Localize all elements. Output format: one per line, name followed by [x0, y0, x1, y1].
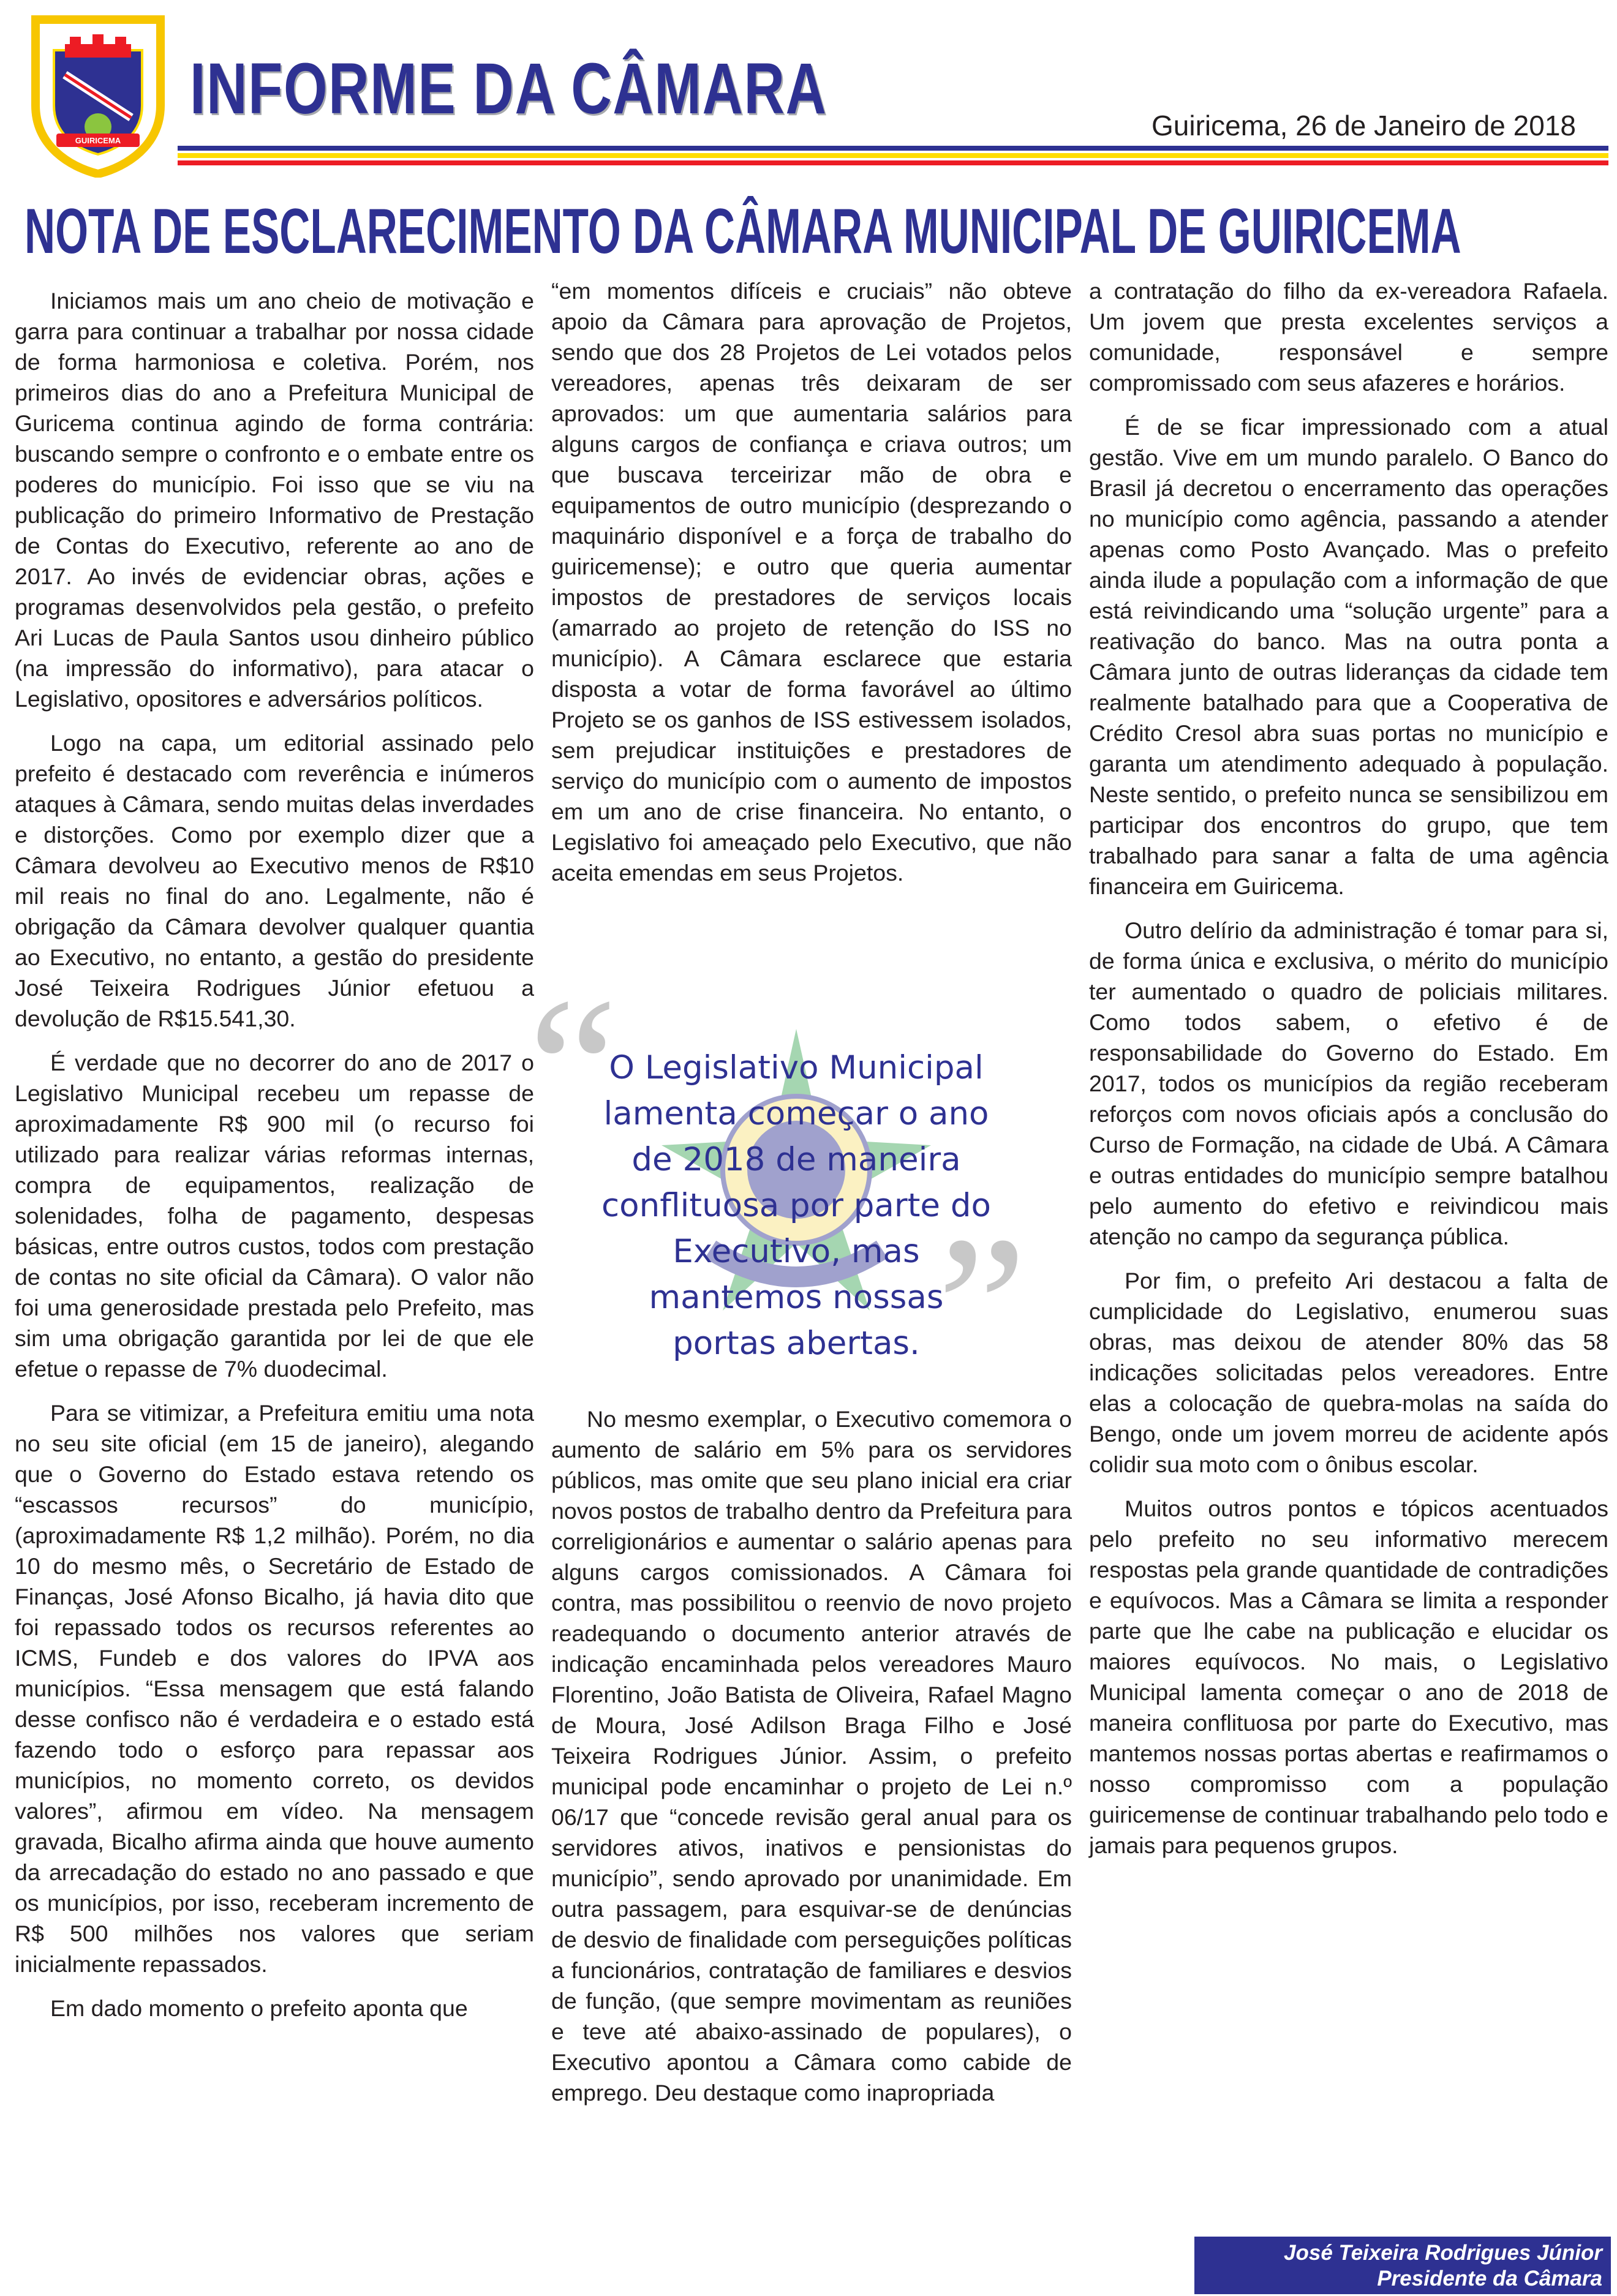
paragraph: Logo na capa, um editorial assinado pelo prefeito é destacado com reverência e inúmeros ataques à Câmara, sendo muitas delas inverdades e distorções. Como por exemplo dizer que a Câmara devolveu ao Executivo menos de R$10 mil reais no final do ano. Legalmente, não é obrigação da Câmara devolver qualquer quantia ao Executivo, no entanto, a gestão do presidente José Teixeira Rodrigues Júnior efetuou a devolução de R$15.541,30.: [15, 730, 534, 1031]
article-headline: NOTA DE ESCLARECIMENTO DA CÂMARA MUNICIPAL DE GUIRICEMA: [24, 196, 1461, 267]
paragraph: “em momentos difíceis e cruciais” não obteve apoio da Câmara para aprovação de Projetos, sendo que dos 28 Projetos de Lei votados pelos vereadores, apenas três deixaram de ser aprovados: um que aumentaria salários para alguns cargos de confiança e criava outros; um que buscava terceirizar mão de obra e equipamentos de outro município (desprezando o maquinário disponível e a força de trabalho do guiricemense); e outro que queria aumentar impostos de prestadores de serviços locais (amarrado ao projeto de retenção do ISS no município). A Câmara esclarece que estaria disposta a votar de forma favorável ao último Projeto se os ganhos de ISS estivessem isolados, sem prejudicar instituições e prestadores de serviço do município com o aumento de impostos em um ano de crise financeira. No entanto, o Legislativo foi ameaçado pelo Executivo, que não aceita emendas em seus Projetos.: [551, 278, 1072, 886]
paragraph: Em dado momento o prefeito aponta que: [50, 1995, 468, 2021]
author-name: José Teixeira Rodrigues Júnior: [1284, 2241, 1602, 2265]
article-column-3: [1089, 276, 1608, 1874]
paragraph: Por fim, o prefeito Ari destacou a falta de cumplicidade do Legislativo, enumerou suas obras, mas deixou de atender 80% das 58 indicações solicitadas pelos vereadores. Entre elas a colocação de quebra-molas na saída do Bengo, onde um jovem morreu de acidente após colidir sua moto com o ônibus escolar.: [1089, 1268, 1608, 1477]
issue-date: Guiricema, 26 de Janeiro de 2018: [1152, 110, 1576, 141]
paragraph: No mesmo exemplar, o Executivo comemora o aumento de salário em 5% para os servidores públicos, mas omite que seu plano inicial era criar novos postos de trabalho dentro da Prefeitura para correligionários e aumentar o salário apenas para alguns cargos comissionados. A Câmara foi contra, mas possibilitou o reenvio de novo projeto readequando o documento anterior através de indicação encaminhada pelos vereadores Mauro Florentino, João Batista de Oliveira, Rafael Magno de Moura, José Adilson Braga Filho e José Teixeira Rodrigues Júnior. Assim, o prefeito municipal pode encaminhar o projeto de Lei n.º 06/17 que “concede revisão geral anual para os servidores ativos, inativos e pensionistas do município”, sendo aprovado por unanimidade. Em outra passagem, para esquivar-se de denúncias de desvio de finalidade com perseguições políticas a funcionários, contratação de familiares e desvios de função, (que sempre movimentam as reuniões e teve até abaixo-assinado de populares), o Executivo apontou a Câmara como cabide de emprego. Deu destaque como inapropriada: [551, 1406, 1072, 2106]
header-rule-yellow: [178, 153, 1608, 158]
article-column-1: [15, 285, 534, 2037]
paragraph: Outro delírio da administração é tomar para si, de forma única e exclusiva, o mérito do município ter aumentado o quadro de policiais militares. Como todos sabem, o efetivo é de responsabilidade do Governo do Estado. Em 2017, todos os municípios da região receberam reforços com novos oficiais após a conclusão do Curso de Formação, na cidade de Ubá. A Câmara e outras entidades do município sempre batalhou pelo aumento do efetivo e reivindicou mais atenção no campo da segurança pública.: [1089, 917, 1608, 1249]
open-quote-icon: “: [528, 957, 618, 1180]
paragraph: É de se ficar impressionado com a atual gestão. Vive em um mundo paralelo. O Banco do Brasil já decretou o encerramento das operações no município como agência, passando a atender apenas como Posto Avançado. Mas o prefeito ainda ilude a população com a informação de que está reivindicando uma “solução urgente” para a reativação do banco. Mas na outra ponta a Câmara junto de outras lideranças da cidade tem realmente batalhado para que a Cooperativa de Crédito Cresol abra suas portas no município e garanta um atendimento adequado à população. Neste sentido, o prefeito nunca se sensibilizou em participar dos encontros do grupo, que tem trabalhado para sanar a falta de uma agência financeira em Guiricema.: [1089, 414, 1608, 899]
pull-quote-text: O Legislativo Municipal lamenta começar o ano de 2018 de maneira conflituosa por parte do Executivo, mas mantemos nossas portas abertas.: [601, 1049, 991, 1362]
close-quote-icon: ”: [937, 1195, 1027, 1419]
paragraph: a contratação do filho da ex-vereadora Rafaela. Um jovem que presta excelentes serviços a comunidade, responsável e sempre compromissado com seus afazeres e horários.: [1089, 278, 1608, 396]
article-column-2: [551, 276, 1072, 901]
author-role: Presidente da Câmara: [1377, 2267, 1602, 2290]
paragraph: Iniciamos mais um ano cheio de motivação e garra para continuar a trabalhar por nossa cidade de forma harmoniosa e coletiva. Porém, nos primeiros dias do ano a Prefeitura Municipal de Guricema continua agindo de forma contrária: buscando sempre o confronto e o embate entre os poderes do município. Foi isso que se viu na publicação do primeiro Informativo de Prestação de Contas do Executivo, referente ao ano de 2017. Ao invés de evidenciar obras, ações e programas desenvolvidos pela gestão, o prefeito Ari Lucas de Paula Santos usou dinheiro público (na impressão do informativo), para atacar o Legislativo, opositores e adversários políticos.: [15, 288, 534, 712]
header-rule-blue: [178, 146, 1608, 151]
author-signature-box: [1194, 2237, 1611, 2294]
pull-quote: [514, 957, 1078, 1419]
municipal-coat-of-arms-icon: [29, 13, 167, 178]
paragraph: Para se vitimizar, a Prefeitura emitiu uma nota no seu site oficial (em 15 de janeiro), alegando que o Governo do Estado estava retendo os “escassos recursos” do município, (aproximadamente R$ 1,2 milhão). Porém, no dia 10 do mesmo mês, o Secretário de Estado de Finanças, José Afonso Bicalho, já havia dito que foi repassado todos os recursos referentes ao ICMS, Fundeb e dos valores do IPVA aos municípios. “Essa mensagem que está falando desse confisco não é verdadeira e o estado está fazendo todo o esforço para repassar aos municípios, no momento correto, os devidos valores”, afirmou em vídeo. Na mensagem gravada, Bicalho afirma ainda que houve aumento da arrecadação do estado no ano passado e que os municípios, por isso, receberam incremento de R$ 500 milhões nos valores que seriam inicialmente repassados.: [15, 1400, 534, 1977]
paragraph: Muitos outros pontos e tópicos acentuados pelo prefeito no seu informativo merecem respostas pela grande quantidade de contradições e equívocos. Mas a Câmara se limita a responder parte que lhe cabe na publicação e elucidar os maiores equívocos. No mais, o Legislativo Municipal lamenta começar o ano de 2018 de maneira conflituosa por parte do Executivo, mas mantemos nossas portas abertas e reafirmamos o nosso compromisso com a população guiricemense de continuar trabalhando pelo todo e jamais para pequenos grupos.: [1089, 1496, 1608, 1858]
masthead-title: INFORME DA CÂMARA: [190, 48, 827, 129]
paragraph: É verdade que no decorrer do ano de 2017 o Legislativo Municipal recebeu um repasse de aproximadamente R$ 900 mil (o recurso foi utilizado para realizar várias reformas internas, compra de equipamentos, realização de solenidades, folha de pagamento, despesas básicas, entre outros custos, todos com prestação de contas no site oficial da Câmara). O valor não foi uma generosidade prestada pelo Prefeito, mas sim uma obrigação garantida por lei de que ele efetue o repasse de 7% duodecimal.: [15, 1050, 534, 1382]
coat-of-arms-banner-text: GUIRICEMA: [75, 136, 121, 145]
header-rule-red: [178, 160, 1608, 165]
article-column-2-continued: [551, 1404, 1072, 2121]
